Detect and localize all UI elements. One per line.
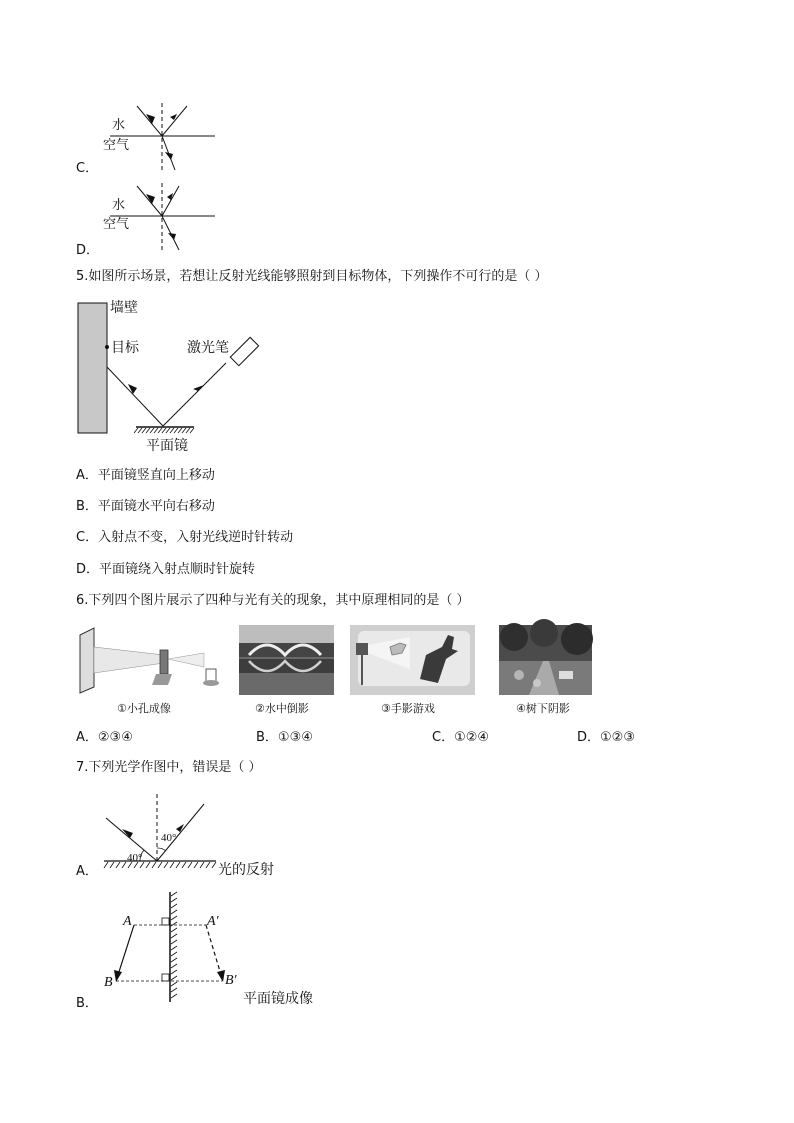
caption-hand-shadow: ③手影游戏	[381, 702, 435, 715]
reflected-ray	[162, 186, 179, 216]
q5-option-a[interactable]: A．平面镜竖直向上移动	[76, 468, 215, 483]
water-reflection-image	[239, 625, 334, 695]
q6-option-c[interactable]: C．①②④	[432, 730, 490, 745]
object-arrow	[117, 925, 134, 978]
incident-ray	[137, 186, 162, 216]
point-a: A	[123, 914, 132, 929]
q4-option-c[interactable]: C．	[76, 161, 99, 176]
laser-pen-icon	[230, 337, 258, 365]
q7a-caption: 光的反射	[218, 862, 274, 878]
q4-option-c-diagram	[95, 100, 225, 172]
q5-diagram	[76, 295, 276, 460]
q6-option-d[interactable]: D．①②③	[577, 730, 635, 745]
q5-stem: 5.如图所示场景，若想让反射光线能够照射到目标物体，下列操作不可行的是（ ）	[76, 269, 548, 284]
point-a-prime: A′	[207, 914, 219, 929]
q4d-water-label: 水	[112, 198, 126, 213]
caption-pinhole: ①小孔成像	[117, 702, 171, 715]
pinhole-image	[76, 625, 226, 695]
q4-option-d[interactable]: D．	[76, 243, 100, 258]
hand-shadow-image	[350, 625, 475, 695]
wall-label: 墙壁	[110, 300, 138, 316]
caption-tree-shade: ④树下阴影	[516, 702, 570, 715]
q7b-caption: 平面镜成像	[243, 991, 313, 1007]
mirror-label: 平面镜	[146, 438, 188, 454]
wall	[78, 303, 107, 433]
q7-option-a[interactable]: A．	[76, 864, 98, 879]
q6-option-a[interactable]: A．②③④	[76, 730, 133, 745]
q7-stem: 7.下列光学作图中，错误是（ ）	[76, 760, 262, 775]
q5-option-b[interactable]: B．平面镜水平向右移动	[76, 499, 215, 514]
image-arrow	[206, 925, 222, 978]
q5-option-c[interactable]: C．入射点不变，入射光线逆时针转动	[76, 530, 294, 545]
q6-option-b[interactable]: B．①③④	[256, 730, 313, 745]
target-label: 目标	[111, 340, 139, 356]
angle-label-incidence: 40°	[127, 852, 143, 864]
point-b: B	[104, 975, 113, 990]
q5-option-d[interactable]: D．平面镜绕入射点顺时针旋转	[76, 562, 256, 577]
reflected-ray	[162, 106, 187, 136]
tree-shade-image	[499, 625, 592, 695]
q4d-air-label: 空气	[103, 217, 130, 232]
incident-ray	[137, 106, 162, 136]
point-b-prime: B′	[225, 973, 237, 988]
target-dot	[105, 345, 109, 349]
q4c-water-label: 水	[112, 118, 126, 133]
q4-option-d-diagram	[95, 180, 225, 252]
angle-label-reflection: 40°	[161, 832, 177, 844]
q7-option-a-diagram	[100, 790, 220, 872]
q4c-air-label: 空气	[103, 138, 130, 153]
q7-option-b[interactable]: B．	[76, 996, 98, 1011]
caption-reflection: ②水中倒影	[255, 702, 309, 715]
laser-label: 激光笔	[187, 340, 229, 356]
q6-stem: 6.下列四个图片展示了四种与光有关的现象，其中原理相同的是（ ）	[76, 593, 470, 608]
refracted-ray	[162, 216, 179, 250]
